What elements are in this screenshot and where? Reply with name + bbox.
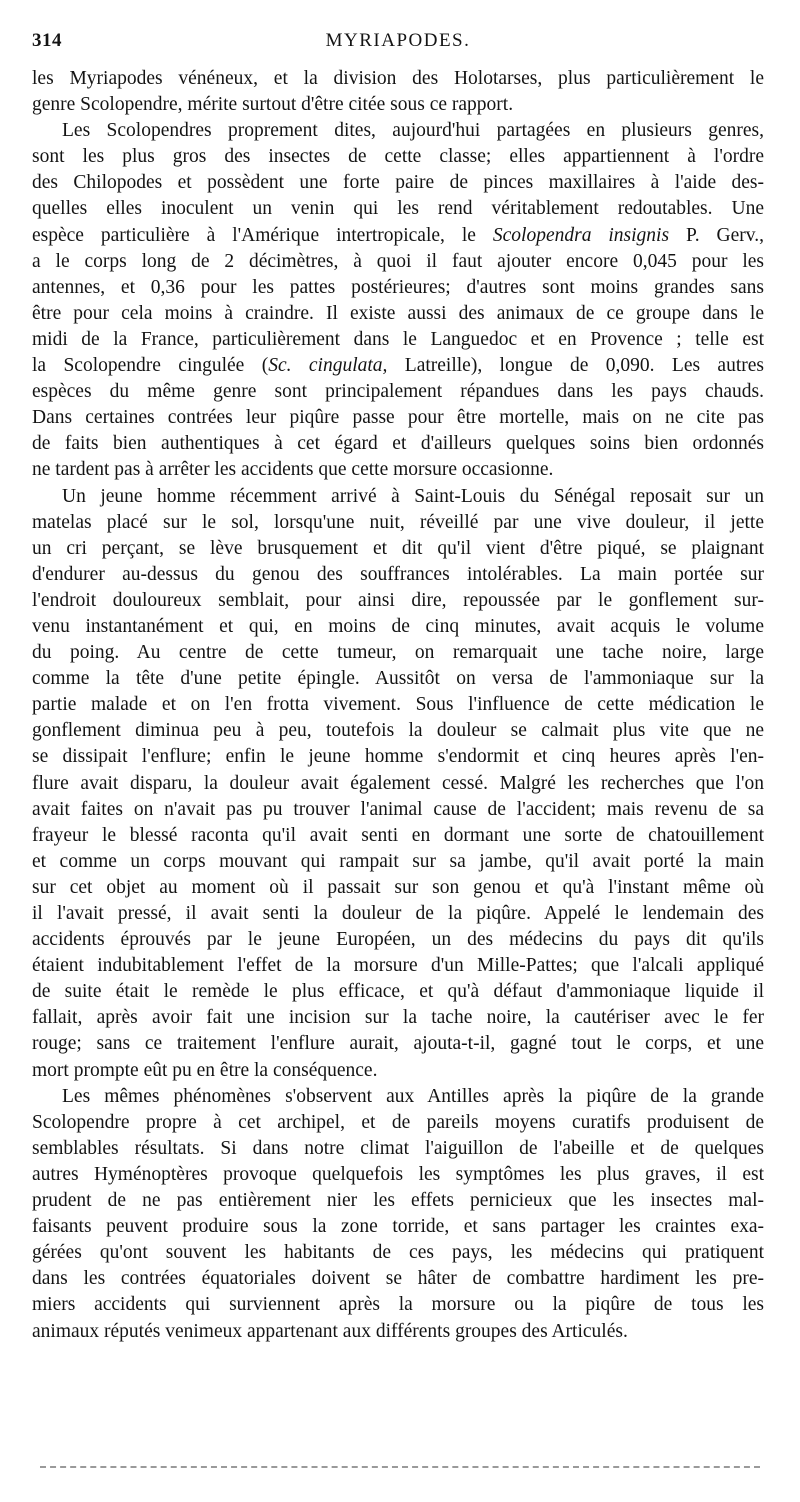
text-line: et comme un corps mouvant qui rampait sur sa jambe, qu'il avait porté la main xyxy=(32,850,764,872)
text-line: Un jeune homme récemment arrivé à Saint-Louis du Sénégal reposait sur un xyxy=(62,485,764,507)
text-segment: la Scolopendre cingulée ( xyxy=(32,355,269,377)
text-line: les Myriapodes vénéneux, et la division des Holotarses, plus particulièrement le xyxy=(32,68,764,89)
text-line: sur cet objet au moment où il passait sur son genou et qu'à l'instant même où xyxy=(32,876,764,898)
text-line: Scolopendre propre à cet archipel, et de pareils moyens curatifs produisent de xyxy=(32,1111,764,1133)
text-line: prudent de ne pas entièrement nier les effets pernicieux que les insectes mal- xyxy=(32,1190,764,1212)
italic-taxon: Scolopendra insignis xyxy=(492,224,670,246)
text-line: frayeur le blessé raconta qu'il avait senti en dormant une sorte de chatouillement xyxy=(32,824,764,846)
text-line: du poing. Au centre de cette tumeur, on remarquait une tache noire, large xyxy=(32,642,764,664)
text-line: miers accidents qui surviennent après la morsure ou la piqûre de tous les xyxy=(32,1294,764,1316)
text-line: midi de la France, particulièrement dans le Languedoc et en Provence ; telle est xyxy=(32,328,764,350)
text-line xyxy=(32,223,764,249)
text-line: flure avait disparu, la douleur avait également cessé. Malgré les recherches que l'on xyxy=(32,772,764,794)
text-line: Les Scolopendres proprement dites, aujourd'hui partagées en plusieurs genres, xyxy=(62,120,764,142)
italic-taxon: Sc. cingulata, xyxy=(268,355,388,377)
text-line: fallait, après avoir fait une incision sur la tache noire, la cautériser avec le fer xyxy=(32,1007,764,1029)
text-segment: P. Gerv., xyxy=(669,224,764,246)
text-line: a le corps long de 2 décimètres, à quoi il faut ajouter encore 0,045 pour les xyxy=(32,250,764,272)
text-line: ne tardent pas à arrêter les accidents que cette morsure occasionne. xyxy=(32,459,554,481)
text-line: des Chilopodes et possèdent une forte paire de pinces maxillaires à l'aide des- xyxy=(32,172,764,194)
text-line: de faits bien authentiques à cet égard et d'ailleurs quelques soins bien ordonnés xyxy=(32,433,764,455)
page-number: 314 xyxy=(32,30,62,51)
text-line: gonflement diminua peu à peu, toutefois la douleur se calmait plus vite que ne xyxy=(32,720,764,742)
text-segment: Latreille), longue de 0,090. Les autres xyxy=(387,355,764,377)
text-line: mort prompte eût pu en être la conséquence. xyxy=(32,1059,378,1081)
text-line: avait faites on n'avait pas pu trouver l'animal cause de l'accident; mais revenu de sa xyxy=(32,798,764,820)
footer-rule xyxy=(40,1466,760,1468)
text-line: un cri perçant, se lève brusquement et dit qu'il vient d'être piqué, se plaignant xyxy=(32,537,764,559)
body-text xyxy=(32,66,764,1345)
text-line: espèces du même genre sont principalement répandues dans les pays chauds. xyxy=(32,381,764,403)
text-line: quelles elles inoculent un venin qui les rend véritablement redoutables. Une xyxy=(32,198,764,220)
running-title: MYRIAPODES. xyxy=(325,30,471,51)
text-line: matelas placé sur le sol, lorsqu'une nuit, réveillé par une vive douleur, il jette xyxy=(32,511,764,533)
text-line: Les mêmes phénomènes s'observent aux Antilles après la piqûre de la grande xyxy=(62,1085,764,1107)
text-line: être pour cela moins à craindre. Il existe aussi des animaux de ce groupe dans le xyxy=(32,302,764,324)
text-line: antennes, et 0,36 pour les pattes postérieures; d'autres sont moins grandes sans xyxy=(32,276,764,298)
text-line: de suite était le remède le plus efficace, et qu'à défaut d'ammoniaque liquide il xyxy=(32,981,764,1003)
text-line: dans les contrées équatoriales doivent se hâter de combattre hardiment les pre- xyxy=(32,1268,764,1290)
text-line: d'endurer au-dessus du genou des souffrances intolérables. La main portée sur xyxy=(32,563,764,585)
text-line: animaux réputés venimeux appartenant aux différents groupes des Articulés. xyxy=(32,1320,628,1342)
text-line: semblables résultats. Si dans notre climat l'aiguillon de l'abeille et de quelques xyxy=(32,1137,764,1159)
text-line: autres Hyménoptères provoque quelquefois les symptômes les plus graves, il est xyxy=(32,1163,764,1185)
text-line: venu instantanément et qui, en moins de cinq minutes, avait acquis le volume xyxy=(32,615,764,637)
text-line xyxy=(32,353,764,379)
text-segment: espèce particulière à l'Amérique intertropicale, le xyxy=(32,224,493,246)
text-line: genre Scolopendre, mérite surtout d'être citée sous ce rapport. xyxy=(32,94,514,116)
text-line: accidents éprouvés par le jeune Européen, un des médecins du pays dit qu'ils xyxy=(32,929,764,951)
text-line: il l'avait pressé, il avait senti la douleur de la piqûre. Appelé le lendemain des xyxy=(32,903,764,924)
text-line: comme la tête d'une petite épingle. Aussitôt on versa de l'ammoniaque sur la xyxy=(32,668,764,690)
text-line: partie malade et on l'en frotta vivement. Sous l'influence de cette médication le xyxy=(32,694,764,716)
page-header xyxy=(32,30,764,54)
text-line: Dans certaines contrées leur piqûre passe pour être mortelle, mais on ne cite pas xyxy=(32,407,764,429)
text-line: rouge; sans ce traitement l'enflure aurait, ajouta-t-il, gagné tout le corps, et une xyxy=(32,1033,764,1055)
text-line: l'endroit douloureux semblait, pour ainsi dire, repoussée par le gonflement sur- xyxy=(32,589,764,611)
text-line: gérées qu'ont souvent les habitants de ces pays, les médecins qui pratiquent xyxy=(32,1242,764,1264)
text-line: se dissipait l'enflure; enfin le jeune homme s'endormit et cinq heures après l'en- xyxy=(32,746,764,768)
text-line: étaient indubitablement l'effet de la morsure d'un Mille-Pattes; que l'alcali appliqué xyxy=(32,955,764,977)
text-line: faisants peuvent produire sous la zone torride, et sans partager les craintes exa- xyxy=(32,1216,764,1238)
text-line: sont les plus gros des insectes de cette classe; elles appartiennent à l'ordre xyxy=(32,146,764,168)
